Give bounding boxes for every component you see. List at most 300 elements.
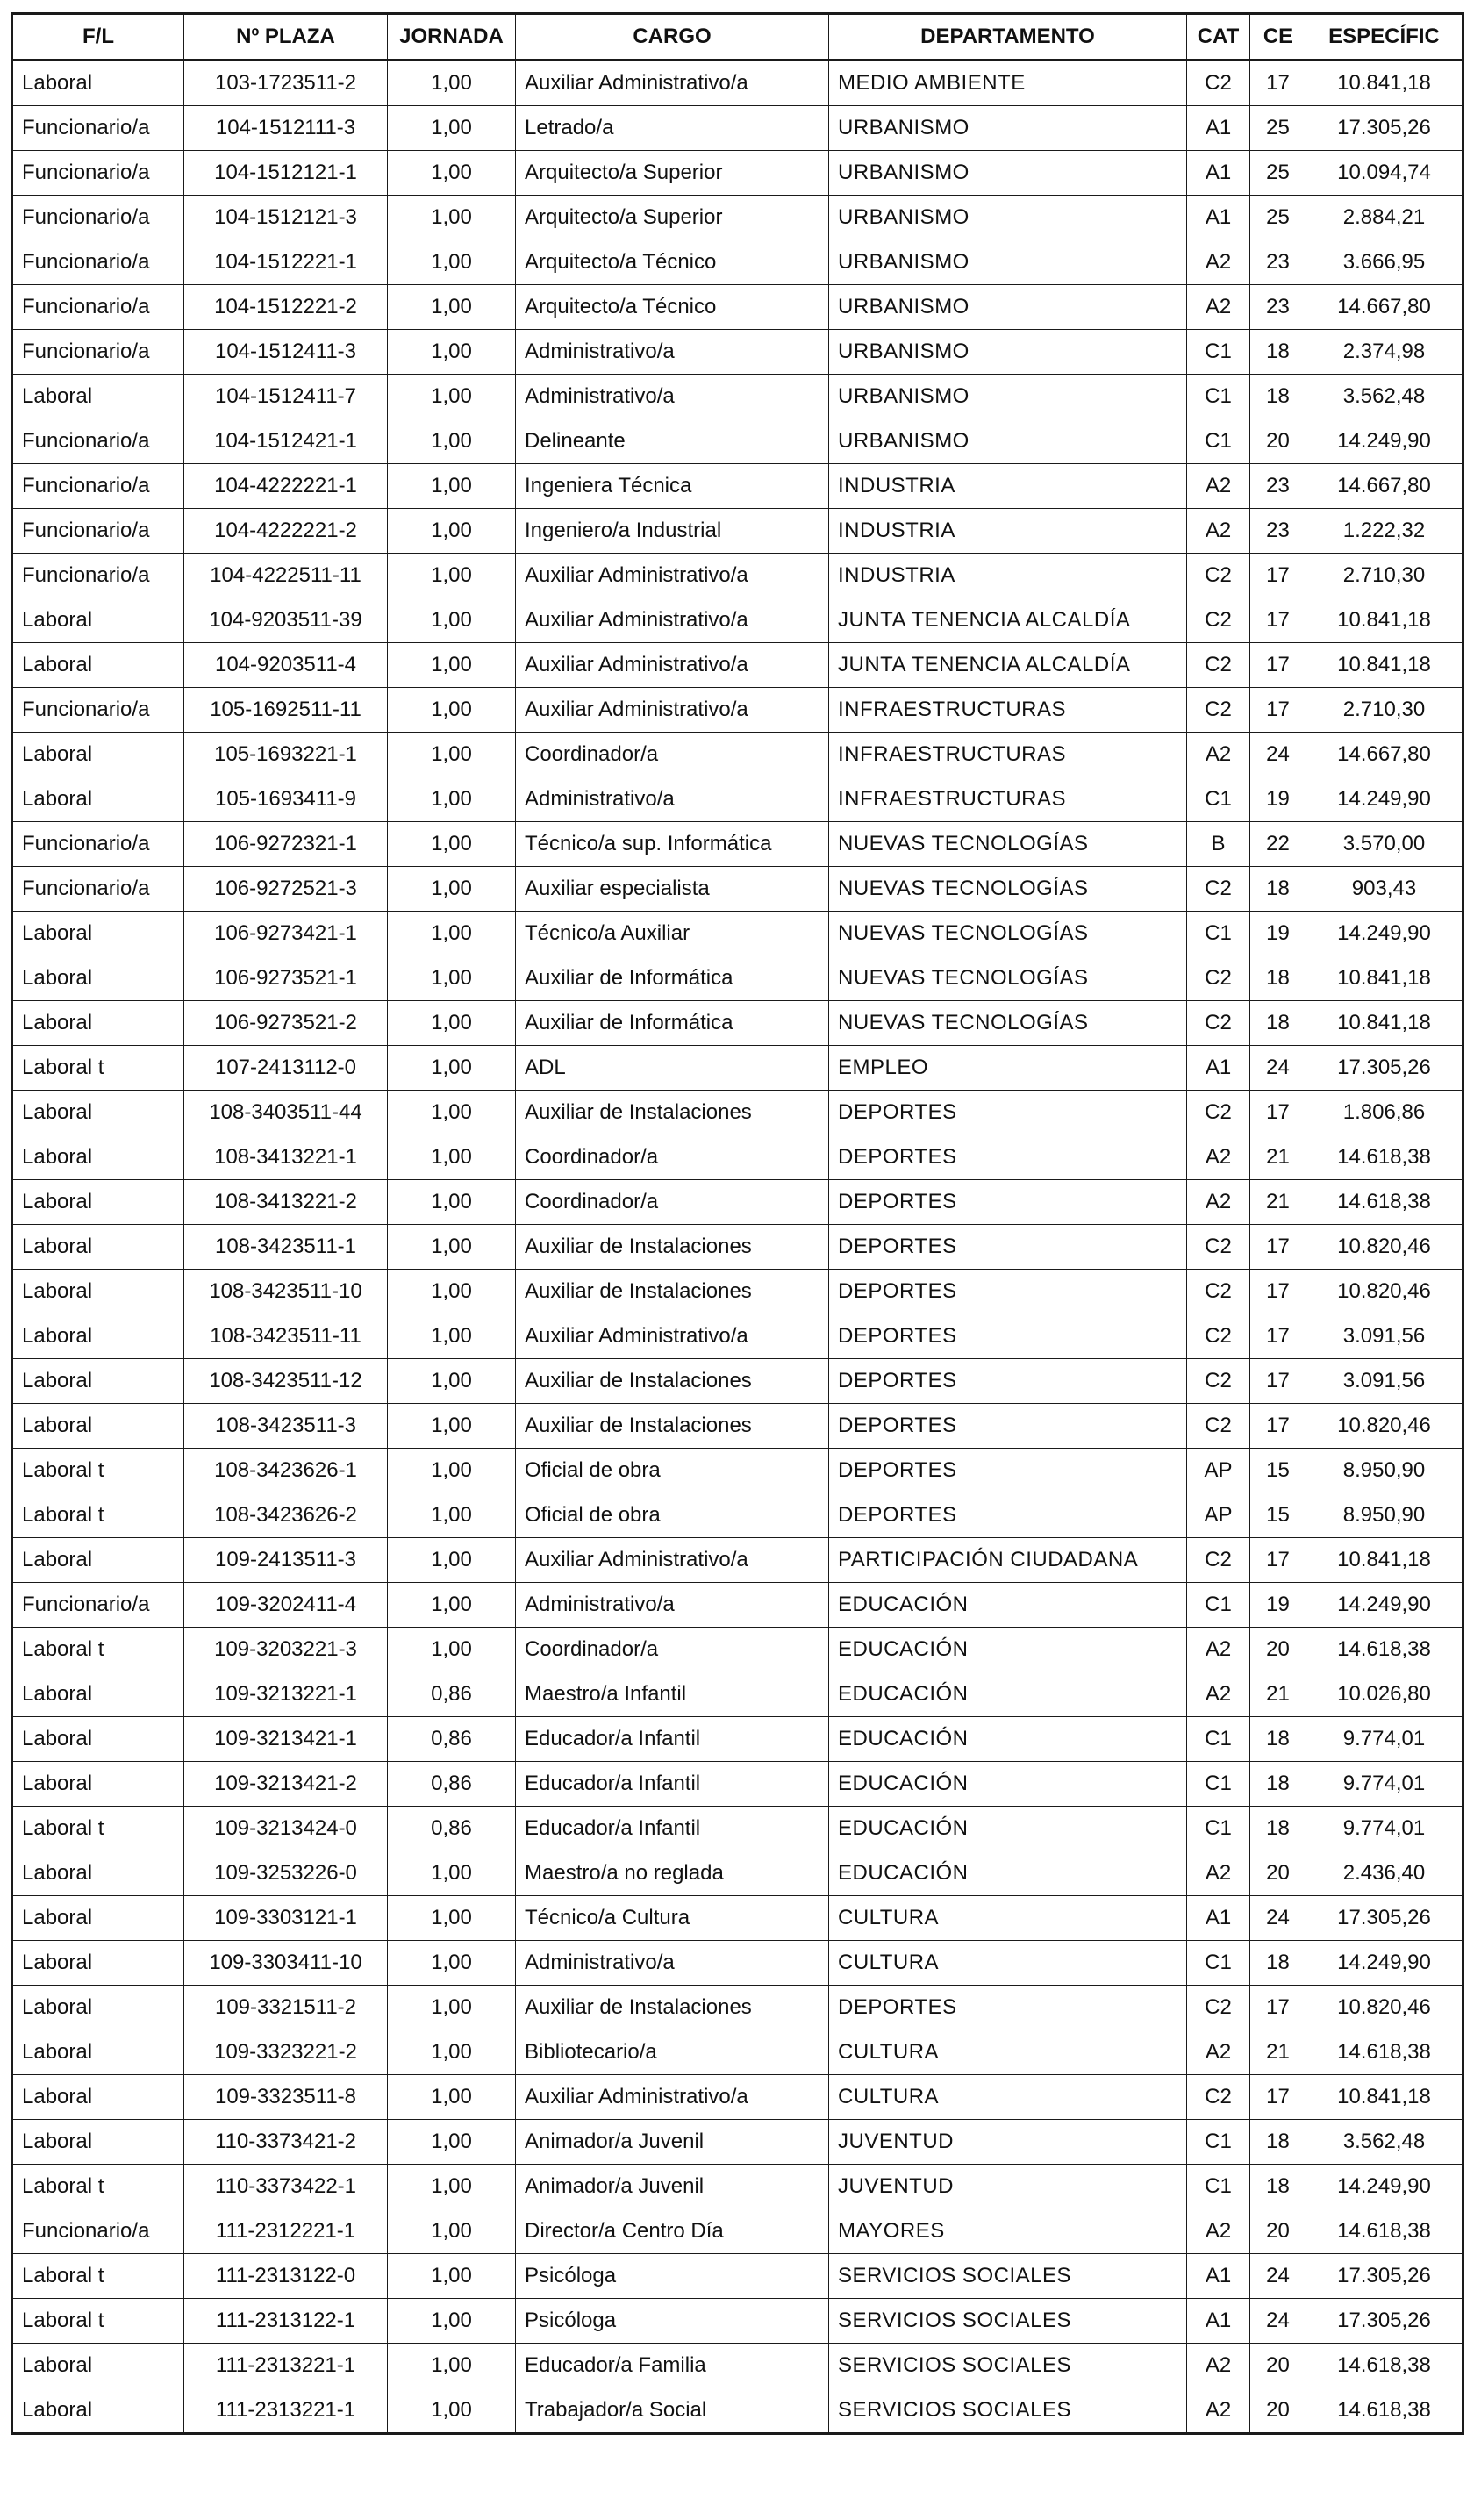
cell-ce: 17 bbox=[1250, 1091, 1306, 1135]
cell-ce: 20 bbox=[1250, 1628, 1306, 1672]
cell-especifico: 14.249,90 bbox=[1306, 1583, 1463, 1628]
cell-cargo: Arquitecto/a Técnico bbox=[516, 285, 829, 330]
table-header-row bbox=[12, 14, 1463, 61]
cell-ce: 17 bbox=[1250, 1359, 1306, 1404]
cell-departamento: PARTICIPACIÓN CIUDADANA bbox=[829, 1538, 1187, 1583]
cell-fl: Laboral bbox=[12, 1359, 184, 1404]
cell-cargo: Auxiliar especialista bbox=[516, 867, 829, 912]
cell-jornada: 1,00 bbox=[388, 1180, 516, 1225]
cell-ce: 17 bbox=[1250, 61, 1306, 106]
cell-plaza: 108-3413221-1 bbox=[184, 1135, 388, 1180]
cell-especifico: 903,43 bbox=[1306, 867, 1463, 912]
cell-fl: Laboral bbox=[12, 956, 184, 1001]
cell-departamento: URBANISMO bbox=[829, 285, 1187, 330]
cell-cargo: Maestro/a Infantil bbox=[516, 1672, 829, 1717]
cell-plaza: 106-9272321-1 bbox=[184, 822, 388, 867]
column-header-cargo: CARGO bbox=[516, 14, 829, 61]
cell-fl: Funcionario/a bbox=[12, 2209, 184, 2254]
cell-fl: Laboral bbox=[12, 912, 184, 956]
cell-fl: Funcionario/a bbox=[12, 285, 184, 330]
cell-plaza: 109-3203221-3 bbox=[184, 1628, 388, 1672]
cell-especifico: 14.618,38 bbox=[1306, 2388, 1463, 2434]
cell-jornada: 1,00 bbox=[388, 509, 516, 554]
cell-cargo: Arquitecto/a Superior bbox=[516, 151, 829, 196]
cell-cat: C2 bbox=[1187, 956, 1250, 1001]
cell-departamento: INFRAESTRUCTURAS bbox=[829, 688, 1187, 733]
cell-cat: C2 bbox=[1187, 688, 1250, 733]
cell-cat: C1 bbox=[1187, 1583, 1250, 1628]
cell-plaza: 108-3423511-10 bbox=[184, 1270, 388, 1314]
cell-plaza: 106-9273421-1 bbox=[184, 912, 388, 956]
cell-jornada: 1,00 bbox=[388, 867, 516, 912]
table-row bbox=[12, 196, 1463, 240]
cell-plaza: 108-3423511-11 bbox=[184, 1314, 388, 1359]
cell-fl: Laboral bbox=[12, 2388, 184, 2434]
cell-plaza: 111-2313122-1 bbox=[184, 2299, 388, 2344]
cell-departamento: DEPORTES bbox=[829, 1135, 1187, 1180]
cell-especifico: 17.305,26 bbox=[1306, 2299, 1463, 2344]
cell-cat: A1 bbox=[1187, 151, 1250, 196]
table-row bbox=[12, 1001, 1463, 1046]
cell-plaza: 109-3202411-4 bbox=[184, 1583, 388, 1628]
cell-especifico: 10.094,74 bbox=[1306, 151, 1463, 196]
cell-cat: A2 bbox=[1187, 285, 1250, 330]
table-row bbox=[12, 375, 1463, 419]
table-row bbox=[12, 1091, 1463, 1135]
cell-ce: 18 bbox=[1250, 330, 1306, 375]
table-row bbox=[12, 598, 1463, 643]
cell-fl: Laboral t bbox=[12, 1493, 184, 1538]
cell-departamento: URBANISMO bbox=[829, 419, 1187, 464]
cell-ce: 18 bbox=[1250, 1941, 1306, 1986]
cell-especifico: 14.667,80 bbox=[1306, 464, 1463, 509]
cell-cat: C2 bbox=[1187, 1091, 1250, 1135]
cell-fl: Laboral bbox=[12, 1672, 184, 1717]
table-row bbox=[12, 1896, 1463, 1941]
cell-fl: Laboral bbox=[12, 1941, 184, 1986]
cell-cargo: Psicóloga bbox=[516, 2254, 829, 2299]
cell-cargo: Ingeniera Técnica bbox=[516, 464, 829, 509]
cell-fl: Funcionario/a bbox=[12, 419, 184, 464]
cell-departamento: NUEVAS TECNOLOGÍAS bbox=[829, 912, 1187, 956]
cell-especifico: 2.710,30 bbox=[1306, 688, 1463, 733]
table-row bbox=[12, 688, 1463, 733]
cell-cat: A2 bbox=[1187, 2388, 1250, 2434]
table-row bbox=[12, 554, 1463, 598]
cell-fl: Laboral bbox=[12, 61, 184, 106]
cell-departamento: EDUCACIÓN bbox=[829, 1628, 1187, 1672]
table-row bbox=[12, 1583, 1463, 1628]
cell-departamento: DEPORTES bbox=[829, 1314, 1187, 1359]
table-row bbox=[12, 2209, 1463, 2254]
cell-plaza: 107-2413112-0 bbox=[184, 1046, 388, 1091]
cell-fl: Laboral t bbox=[12, 2165, 184, 2209]
cell-especifico: 10.841,18 bbox=[1306, 61, 1463, 106]
table-row bbox=[12, 2030, 1463, 2075]
cell-jornada: 1,00 bbox=[388, 61, 516, 106]
cell-cargo: Arquitecto/a Superior bbox=[516, 196, 829, 240]
cell-cat: C1 bbox=[1187, 1941, 1250, 1986]
table-row bbox=[12, 1762, 1463, 1807]
table-row bbox=[12, 1851, 1463, 1896]
cell-plaza: 109-3253226-0 bbox=[184, 1851, 388, 1896]
cell-ce: 15 bbox=[1250, 1493, 1306, 1538]
cell-ce: 20 bbox=[1250, 2344, 1306, 2388]
table-row bbox=[12, 2075, 1463, 2120]
cell-departamento: DEPORTES bbox=[829, 1493, 1187, 1538]
cell-fl: Funcionario/a bbox=[12, 330, 184, 375]
cell-fl: Funcionario/a bbox=[12, 867, 184, 912]
cell-cargo: Ingeniero/a Industrial bbox=[516, 509, 829, 554]
cell-departamento: EDUCACIÓN bbox=[829, 1762, 1187, 1807]
cell-plaza: 111-2313122-0 bbox=[184, 2254, 388, 2299]
table-row bbox=[12, 733, 1463, 777]
cell-departamento: JUNTA TENENCIA ALCALDÍA bbox=[829, 598, 1187, 643]
cell-plaza: 109-3213221-1 bbox=[184, 1672, 388, 1717]
cell-cargo: Trabajador/a Social bbox=[516, 2388, 829, 2434]
cell-plaza: 109-3323511-8 bbox=[184, 2075, 388, 2120]
column-header-fl: F/L bbox=[12, 14, 184, 61]
cell-plaza: 110-3373421-2 bbox=[184, 2120, 388, 2165]
cell-departamento: DEPORTES bbox=[829, 1404, 1187, 1449]
cell-jornada: 1,00 bbox=[388, 2120, 516, 2165]
cell-ce: 24 bbox=[1250, 1896, 1306, 1941]
cell-departamento: URBANISMO bbox=[829, 375, 1187, 419]
cell-jornada: 1,00 bbox=[388, 285, 516, 330]
cell-departamento: CULTURA bbox=[829, 2075, 1187, 2120]
cell-departamento: JUVENTUD bbox=[829, 2165, 1187, 2209]
cell-cat: C2 bbox=[1187, 1986, 1250, 2030]
table-row bbox=[12, 1449, 1463, 1493]
cell-jornada: 1,00 bbox=[388, 1404, 516, 1449]
cell-plaza: 111-2312221-1 bbox=[184, 2209, 388, 2254]
cell-departamento: URBANISMO bbox=[829, 196, 1187, 240]
cell-cargo: Auxiliar de Instalaciones bbox=[516, 1270, 829, 1314]
cell-cargo: Auxiliar Administrativo/a bbox=[516, 1314, 829, 1359]
table-row bbox=[12, 285, 1463, 330]
cell-ce: 20 bbox=[1250, 419, 1306, 464]
cell-departamento: SERVICIOS SOCIALES bbox=[829, 2299, 1187, 2344]
cell-fl: Funcionario/a bbox=[12, 151, 184, 196]
cell-jornada: 1,00 bbox=[388, 643, 516, 688]
table-row bbox=[12, 1941, 1463, 1986]
cell-ce: 21 bbox=[1250, 1672, 1306, 1717]
cell-departamento: JUNTA TENENCIA ALCALDÍA bbox=[829, 643, 1187, 688]
cell-cat: A2 bbox=[1187, 1672, 1250, 1717]
cell-jornada: 1,00 bbox=[388, 1091, 516, 1135]
table-row bbox=[12, 1986, 1463, 2030]
cell-ce: 17 bbox=[1250, 1225, 1306, 1270]
cell-jornada: 1,00 bbox=[388, 2299, 516, 2344]
cell-especifico: 10.841,18 bbox=[1306, 1538, 1463, 1583]
cell-jornada: 1,00 bbox=[388, 1046, 516, 1091]
column-header-especifico: ESPECÍFIC bbox=[1306, 14, 1463, 61]
cell-jornada: 1,00 bbox=[388, 2165, 516, 2209]
cell-ce: 17 bbox=[1250, 598, 1306, 643]
cell-especifico: 10.841,18 bbox=[1306, 956, 1463, 1001]
cell-ce: 24 bbox=[1250, 1046, 1306, 1091]
cell-cat: C2 bbox=[1187, 1270, 1250, 1314]
cell-jornada: 1,00 bbox=[388, 554, 516, 598]
cell-departamento: CULTURA bbox=[829, 1941, 1187, 1986]
cell-jornada: 1,00 bbox=[388, 1359, 516, 1404]
cell-plaza: 104-1512121-3 bbox=[184, 196, 388, 240]
cell-especifico: 10.820,46 bbox=[1306, 1270, 1463, 1314]
table-row bbox=[12, 1359, 1463, 1404]
cell-jornada: 0,86 bbox=[388, 1717, 516, 1762]
cell-jornada: 1,00 bbox=[388, 2030, 516, 2075]
cell-jornada: 1,00 bbox=[388, 2075, 516, 2120]
cell-ce: 18 bbox=[1250, 956, 1306, 1001]
cell-cat: A2 bbox=[1187, 464, 1250, 509]
cell-cat: C2 bbox=[1187, 554, 1250, 598]
cell-plaza: 104-1512411-3 bbox=[184, 330, 388, 375]
cell-especifico: 8.950,90 bbox=[1306, 1449, 1463, 1493]
cell-especifico: 9.774,01 bbox=[1306, 1807, 1463, 1851]
cell-plaza: 111-2313221-1 bbox=[184, 2388, 388, 2434]
cell-ce: 19 bbox=[1250, 1583, 1306, 1628]
cell-especifico: 17.305,26 bbox=[1306, 2254, 1463, 2299]
cell-especifico: 10.820,46 bbox=[1306, 1986, 1463, 2030]
cell-especifico: 10.820,46 bbox=[1306, 1225, 1463, 1270]
cell-ce: 17 bbox=[1250, 1270, 1306, 1314]
cell-fl: Laboral t bbox=[12, 1628, 184, 1672]
cell-especifico: 14.618,38 bbox=[1306, 2030, 1463, 2075]
cell-especifico: 14.618,38 bbox=[1306, 1135, 1463, 1180]
table-row bbox=[12, 61, 1463, 106]
table-row bbox=[12, 1807, 1463, 1851]
cell-departamento: INFRAESTRUCTURAS bbox=[829, 733, 1187, 777]
table-row bbox=[12, 1270, 1463, 1314]
cell-plaza: 108-3423511-1 bbox=[184, 1225, 388, 1270]
cell-especifico: 1.222,32 bbox=[1306, 509, 1463, 554]
table-row bbox=[12, 1046, 1463, 1091]
cell-ce: 18 bbox=[1250, 1001, 1306, 1046]
cell-departamento: NUEVAS TECNOLOGÍAS bbox=[829, 822, 1187, 867]
cell-ce: 20 bbox=[1250, 2388, 1306, 2434]
cell-jornada: 1,00 bbox=[388, 2344, 516, 2388]
table-row bbox=[12, 151, 1463, 196]
cell-cargo: Administrativo/a bbox=[516, 1941, 829, 1986]
cell-fl: Laboral bbox=[12, 1225, 184, 1270]
cell-fl: Laboral t bbox=[12, 1807, 184, 1851]
cell-fl: Laboral bbox=[12, 1986, 184, 2030]
table-row bbox=[12, 464, 1463, 509]
cell-plaza: 104-1512411-7 bbox=[184, 375, 388, 419]
cell-especifico: 14.618,38 bbox=[1306, 1180, 1463, 1225]
table-row bbox=[12, 1314, 1463, 1359]
cell-plaza: 109-3303121-1 bbox=[184, 1896, 388, 1941]
table-row bbox=[12, 1135, 1463, 1180]
cell-cat: A2 bbox=[1187, 1851, 1250, 1896]
cell-departamento: NUEVAS TECNOLOGÍAS bbox=[829, 867, 1187, 912]
table-row bbox=[12, 2299, 1463, 2344]
table-row bbox=[12, 509, 1463, 554]
cell-ce: 21 bbox=[1250, 1135, 1306, 1180]
cell-fl: Funcionario/a bbox=[12, 106, 184, 151]
cell-cargo: Técnico/a Auxiliar bbox=[516, 912, 829, 956]
cell-plaza: 103-1723511-2 bbox=[184, 61, 388, 106]
cell-jornada: 0,86 bbox=[388, 1672, 516, 1717]
cell-plaza: 104-9203511-4 bbox=[184, 643, 388, 688]
cell-cat: A2 bbox=[1187, 509, 1250, 554]
cell-plaza: 105-1693221-1 bbox=[184, 733, 388, 777]
table-row bbox=[12, 777, 1463, 822]
cell-jornada: 1,00 bbox=[388, 464, 516, 509]
cell-plaza: 104-4222221-2 bbox=[184, 509, 388, 554]
cell-cat: A2 bbox=[1187, 2209, 1250, 2254]
cell-jornada: 1,00 bbox=[388, 733, 516, 777]
cell-ce: 23 bbox=[1250, 285, 1306, 330]
table-row bbox=[12, 1404, 1463, 1449]
cell-ce: 23 bbox=[1250, 240, 1306, 285]
cell-departamento: URBANISMO bbox=[829, 151, 1187, 196]
cell-especifico: 14.249,90 bbox=[1306, 419, 1463, 464]
table-row bbox=[12, 2254, 1463, 2299]
cell-jornada: 1,00 bbox=[388, 2388, 516, 2434]
cell-departamento: CULTURA bbox=[829, 1896, 1187, 1941]
cell-fl: Funcionario/a bbox=[12, 1583, 184, 1628]
cell-fl: Laboral bbox=[12, 733, 184, 777]
cell-cargo: Delineante bbox=[516, 419, 829, 464]
cell-especifico: 14.249,90 bbox=[1306, 912, 1463, 956]
cell-departamento: NUEVAS TECNOLOGÍAS bbox=[829, 1001, 1187, 1046]
cell-plaza: 109-3321511-2 bbox=[184, 1986, 388, 2030]
table-row bbox=[12, 2344, 1463, 2388]
cell-cargo: Animador/a Juvenil bbox=[516, 2120, 829, 2165]
cell-cat: A1 bbox=[1187, 2299, 1250, 2344]
cell-jornada: 1,00 bbox=[388, 1851, 516, 1896]
cell-especifico: 9.774,01 bbox=[1306, 1762, 1463, 1807]
cell-especifico: 2.710,30 bbox=[1306, 554, 1463, 598]
cell-cargo: Administrativo/a bbox=[516, 777, 829, 822]
cell-plaza: 105-1692511-11 bbox=[184, 688, 388, 733]
cell-especifico: 10.841,18 bbox=[1306, 598, 1463, 643]
cell-ce: 18 bbox=[1250, 1762, 1306, 1807]
cell-cat: C1 bbox=[1187, 1807, 1250, 1851]
cell-cargo: Educador/a Infantil bbox=[516, 1717, 829, 1762]
cell-jornada: 1,00 bbox=[388, 1628, 516, 1672]
cell-ce: 21 bbox=[1250, 2030, 1306, 2075]
cell-especifico: 17.305,26 bbox=[1306, 1046, 1463, 1091]
cell-departamento: DEPORTES bbox=[829, 1359, 1187, 1404]
cell-ce: 18 bbox=[1250, 1807, 1306, 1851]
table-row bbox=[12, 822, 1463, 867]
cell-departamento: EDUCACIÓN bbox=[829, 1717, 1187, 1762]
cell-ce: 17 bbox=[1250, 1404, 1306, 1449]
cell-jornada: 1,00 bbox=[388, 956, 516, 1001]
cell-cargo: Administrativo/a bbox=[516, 1583, 829, 1628]
cell-especifico: 14.667,80 bbox=[1306, 733, 1463, 777]
cell-cat: C2 bbox=[1187, 1314, 1250, 1359]
table-row bbox=[12, 1672, 1463, 1717]
cell-ce: 17 bbox=[1250, 2075, 1306, 2120]
cell-cat: C1 bbox=[1187, 2165, 1250, 2209]
cell-cargo: Auxiliar de Informática bbox=[516, 956, 829, 1001]
cell-fl: Laboral bbox=[12, 1091, 184, 1135]
cell-jornada: 1,00 bbox=[388, 2254, 516, 2299]
column-header-jornada: JORNADA bbox=[388, 14, 516, 61]
table-row bbox=[12, 2120, 1463, 2165]
cell-cat: A2 bbox=[1187, 1628, 1250, 1672]
cell-cargo: Auxiliar Administrativo/a bbox=[516, 61, 829, 106]
cell-plaza: 111-2313221-1 bbox=[184, 2344, 388, 2388]
cell-especifico: 10.026,80 bbox=[1306, 1672, 1463, 1717]
cell-jornada: 1,00 bbox=[388, 1493, 516, 1538]
cell-cat: A1 bbox=[1187, 196, 1250, 240]
cell-especifico: 1.806,86 bbox=[1306, 1091, 1463, 1135]
cell-especifico: 14.618,38 bbox=[1306, 2344, 1463, 2388]
cell-jornada: 1,00 bbox=[388, 912, 516, 956]
cell-fl: Laboral bbox=[12, 2344, 184, 2388]
cell-cargo: Coordinador/a bbox=[516, 1135, 829, 1180]
column-header-cat: CAT bbox=[1187, 14, 1250, 61]
cell-ce: 18 bbox=[1250, 375, 1306, 419]
cell-especifico: 10.841,18 bbox=[1306, 1001, 1463, 1046]
cell-departamento: EDUCACIÓN bbox=[829, 1583, 1187, 1628]
cell-cargo: Auxiliar de Instalaciones bbox=[516, 1404, 829, 1449]
cell-ce: 17 bbox=[1250, 643, 1306, 688]
cell-departamento: EDUCACIÓN bbox=[829, 1672, 1187, 1717]
cell-especifico: 3.666,95 bbox=[1306, 240, 1463, 285]
cell-fl: Laboral bbox=[12, 1270, 184, 1314]
cell-cat: C1 bbox=[1187, 1762, 1250, 1807]
cell-plaza: 106-9273521-2 bbox=[184, 1001, 388, 1046]
table-row bbox=[12, 912, 1463, 956]
cell-fl: Laboral bbox=[12, 1762, 184, 1807]
cell-cat: A2 bbox=[1187, 2030, 1250, 2075]
cell-cargo: Auxiliar Administrativo/a bbox=[516, 688, 829, 733]
table-row bbox=[12, 643, 1463, 688]
cell-ce: 24 bbox=[1250, 2254, 1306, 2299]
cell-cat: C1 bbox=[1187, 2120, 1250, 2165]
cell-plaza: 109-3213421-2 bbox=[184, 1762, 388, 1807]
cell-especifico: 14.249,90 bbox=[1306, 1941, 1463, 1986]
cell-cargo: Educador/a Familia bbox=[516, 2344, 829, 2388]
cell-cargo: Auxiliar de Instalaciones bbox=[516, 1359, 829, 1404]
cell-departamento: EDUCACIÓN bbox=[829, 1851, 1187, 1896]
cell-jornada: 1,00 bbox=[388, 822, 516, 867]
cell-fl: Laboral bbox=[12, 1404, 184, 1449]
cell-ce: 25 bbox=[1250, 106, 1306, 151]
cell-especifico: 14.618,38 bbox=[1306, 2209, 1463, 2254]
cell-departamento: MEDIO AMBIENTE bbox=[829, 61, 1187, 106]
cell-plaza: 108-3413221-2 bbox=[184, 1180, 388, 1225]
cell-jornada: 1,00 bbox=[388, 1001, 516, 1046]
cell-fl: Funcionario/a bbox=[12, 822, 184, 867]
cell-cat: C2 bbox=[1187, 61, 1250, 106]
cell-cargo: Auxiliar de Instalaciones bbox=[516, 1225, 829, 1270]
cell-ce: 17 bbox=[1250, 1538, 1306, 1583]
cell-departamento: DEPORTES bbox=[829, 1091, 1187, 1135]
cell-departamento: SERVICIOS SOCIALES bbox=[829, 2254, 1187, 2299]
cell-cat: A2 bbox=[1187, 733, 1250, 777]
cell-cargo: Arquitecto/a Técnico bbox=[516, 240, 829, 285]
cell-fl: Laboral bbox=[12, 2075, 184, 2120]
cell-especifico: 10.820,46 bbox=[1306, 1404, 1463, 1449]
cell-ce: 18 bbox=[1250, 867, 1306, 912]
cell-departamento: MAYORES bbox=[829, 2209, 1187, 2254]
cell-departamento: INFRAESTRUCTURAS bbox=[829, 777, 1187, 822]
cell-cargo: Educador/a Infantil bbox=[516, 1807, 829, 1851]
cell-departamento: DEPORTES bbox=[829, 1270, 1187, 1314]
cell-ce: 22 bbox=[1250, 822, 1306, 867]
table-row bbox=[12, 1493, 1463, 1538]
cell-ce: 20 bbox=[1250, 2209, 1306, 2254]
cell-departamento: NUEVAS TECNOLOGÍAS bbox=[829, 956, 1187, 1001]
cell-especifico: 2.436,40 bbox=[1306, 1851, 1463, 1896]
cell-ce: 21 bbox=[1250, 1180, 1306, 1225]
